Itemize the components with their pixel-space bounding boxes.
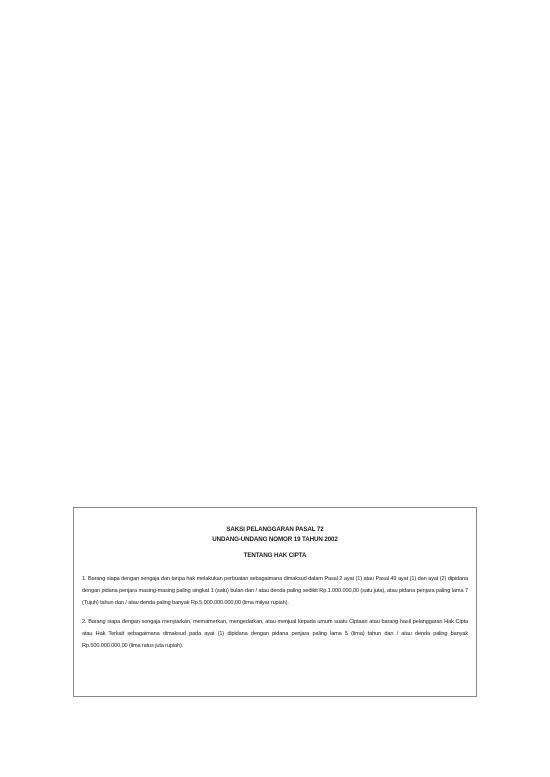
notice-paragraph-2: 2. Barang siapa dengan sengaja menyiarkan, memamerkan, mengedarkan, atau menjual kepada umum suatu Ciptaan atau barang hasil pelanggaran Hak Cipta atau Hak Terkait sebagaimana dimaksud pada ayat (1) dipidana dengan pidana penjara paling lama 5 (lima) tahun dan / atau denda paling banyak Rp.500.000.000,00 (lima ratus juta rupiah).	[82, 619, 468, 649]
notice-title: SAKSI PELANGGARAN PASAL 72	[226, 526, 324, 533]
notice-subject: TENTANG HAK CIPTA	[243, 552, 307, 559]
notice-paragraph-1: 1. Barang siapa dengan sengaja dan tanpa hak melakukan perbuatan sebagaimana dimaksud dalam Pasal 2 ayat (1) atau Pasal 49 ayat (1) dan ayat (2) dipidana dengan pidana penjara masing-masing paling singkat 1 (satu) bulan dan / atau denda paling sedikit Rp.1.000.000,00 (satu juta), atau pidana penjara paling lama 7 (Tujuh) tahun dan / atau denda paling banyak Rp.5.000.000.000,00 (lima milyar rupiah).	[82, 576, 468, 606]
copyright-notice-box	[73, 507, 477, 697]
notice-law-reference: UNDANG-UNDANG NOMOR 19 TAHUN 2002	[212, 536, 338, 543]
